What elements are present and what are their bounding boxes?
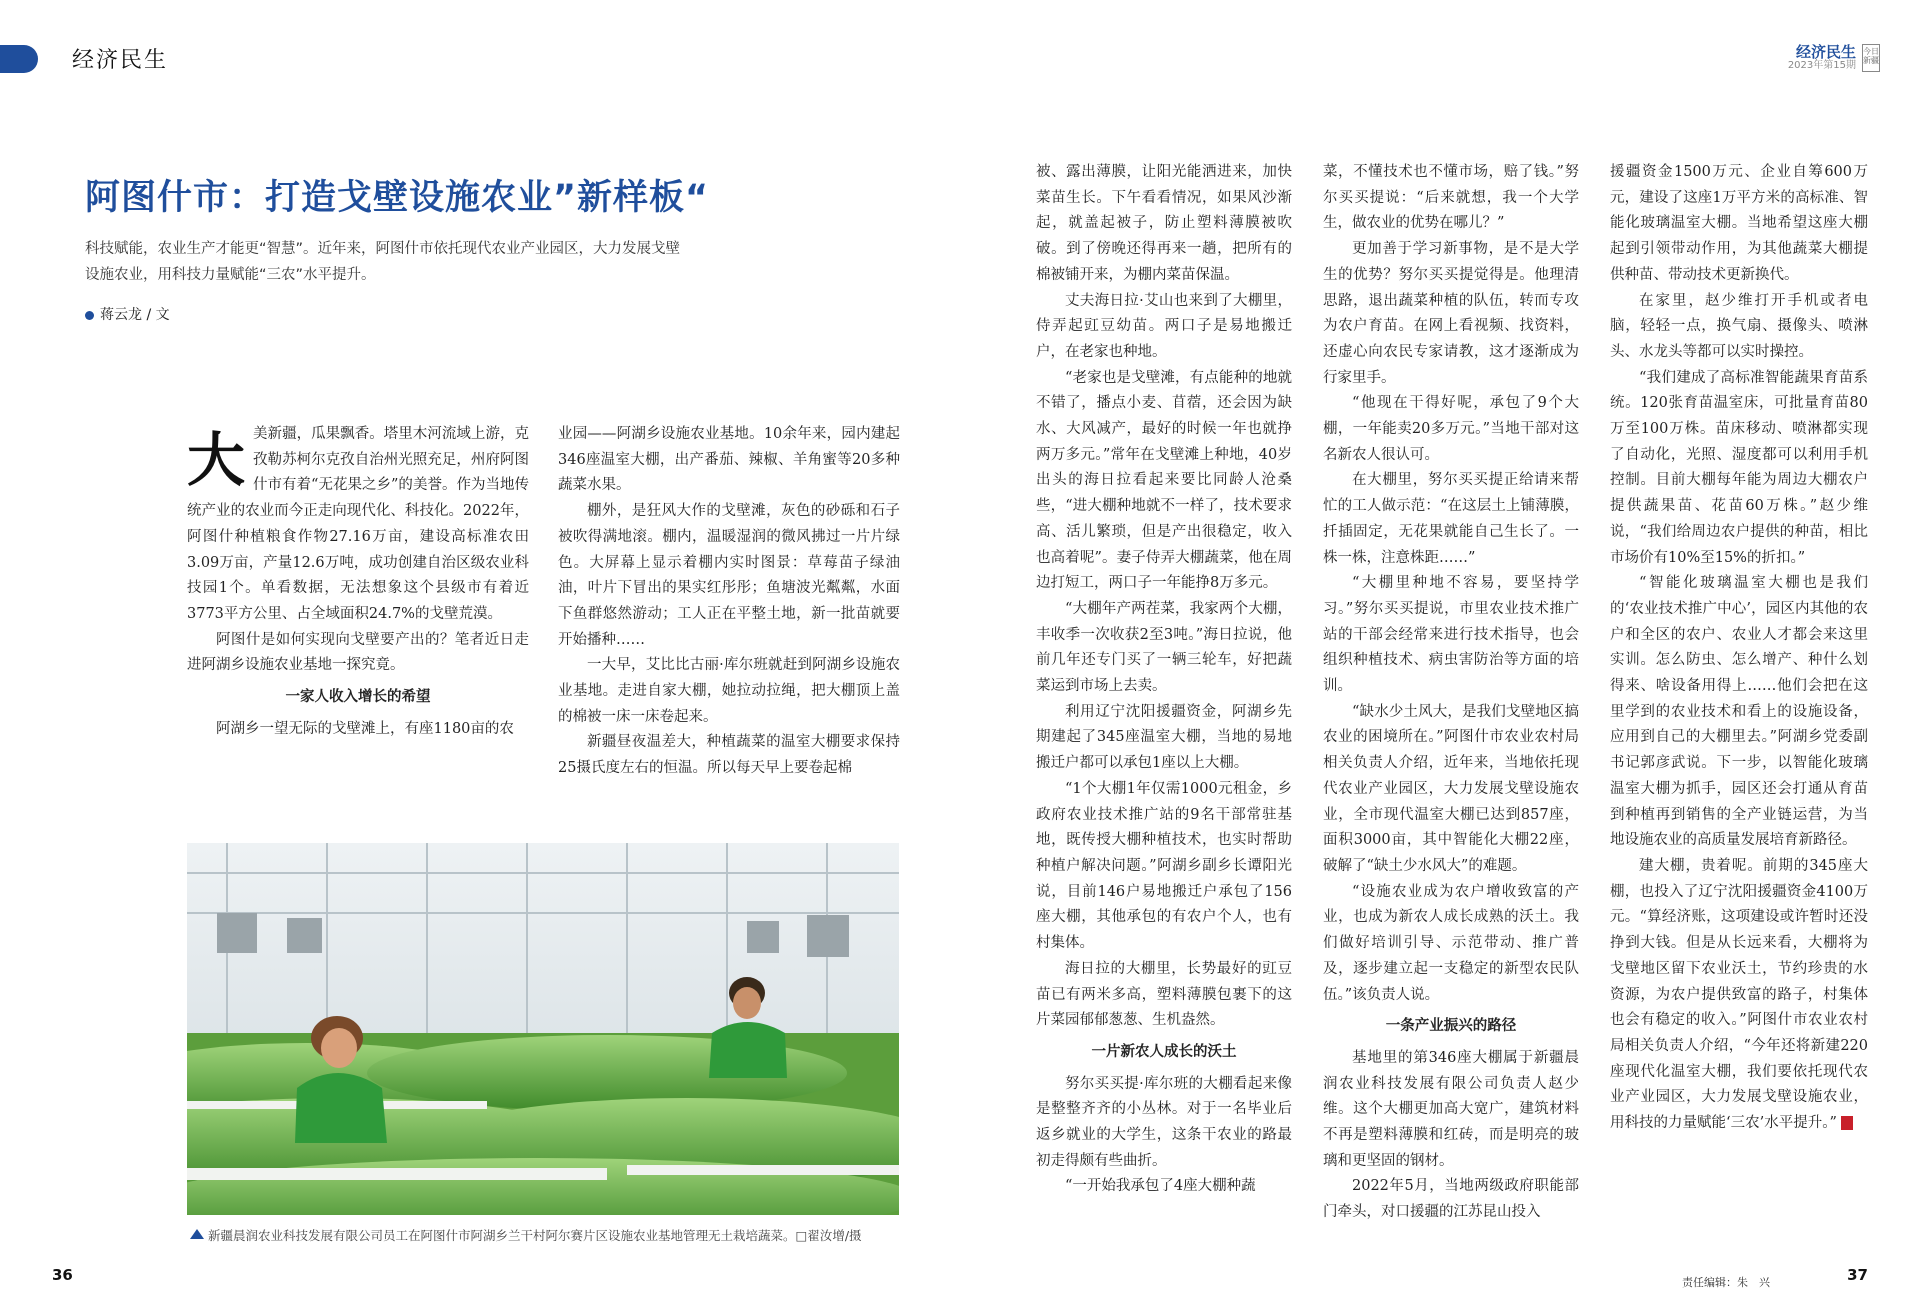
magazine-brand [1788, 44, 1880, 72]
paragraph: 棚外，是狂风大作的戈壁滩，灰色的砂砾和石子被吹得满地滚。棚内，温暖湿润的微风拂过一片片绿色。大屏幕上显示着棚内实时图景：草莓苗子绿油油，叶片下冒出的果实红彤彤；鱼塘波光粼粼，水面下鱼群悠然游动；工人正在平整土地，新一批苗就要开始播种…… [558, 503, 900, 648]
paragraph: 建大棚，贵着呢。前期的345座大棚，也投入了辽宁沈阳援疆资金4100万元。“算经济账，这项建设或许暂时还没挣到大钱。但是从长远来看，大棚将为戈壁地区留下农业沃土，节约珍贵的水资源，为农户提供致富的路子，村集体也会有稳定的收入。”阿图什市农业农村局相关负责人介绍，“今年还将新建220座现代化温室大棚，我们要依托现代农业产业园区，大力发展戈壁设施农业，用科技的力量赋能‘三农’水平提升。” [1610, 857, 1868, 1132]
paragraph: “我们建成了高标准智能蔬果育苗系统。120张育苗温室床，可批量育苗80万至100万株。苗床移动、喷淋都实现了自动化，光照、湿度都可以利用手机控制。目前大棚每年能为周边大棚农户提供蔬果苗、花苗60万株。”赵少维说，“我们给周边农户提供的种苗，相比市场价有10%至15%的折扣。” [1610, 369, 1868, 566]
paragraph: 菜，不懂技术也不懂市场，赔了钱。”努尔买买提说：“后来就想，我一个大学生，做农业的优势在哪儿？” [1323, 164, 1579, 232]
paragraph: 在家里，赵少维打开手机或者电脑，轻轻一点，换气扇、摄像头、喷淋头、水龙头等都可以实时操控。 [1610, 292, 1868, 360]
paragraph: 基地里的第346座大棚属于新疆晨润农业科技发展有限公司负责人赵少维。这个大棚更加高大宽广，建筑材料不再是塑料薄膜和红砖，而是明亮的玻璃和更坚固的钢材。 [1323, 1049, 1579, 1169]
paragraph: 2022年5月，当地两级政府职能部门牵头，对口援疆的江苏昆山投入 [1323, 1178, 1579, 1221]
greenhouse-image [187, 843, 899, 1215]
paragraph: “1个大棚1年仅需1000元租金，乡政府农业技术推广站的9名干部常驻基地，既传授大棚种植技术，也实时帮助种植户解决问题。”阿湖乡副乡长谭阳光说，目前146户易地搬迁户承包了156座大棚，其他承包的有农户个人，也有村集体。 [1036, 780, 1292, 952]
paragraph: 海日拉的大棚里，长势最好的豇豆苗已有两米多高，塑料薄膜包裹下的这片菜园郁郁葱葱、生机盎然。 [1036, 960, 1292, 1029]
article-title: 阿图什市：打造戈壁设施农业”新样板“ [85, 178, 710, 218]
text-column-3 [1036, 160, 1292, 1200]
editor-credit: 责任编辑：朱 兴 [1682, 1276, 1770, 1289]
text-column-4 [1323, 160, 1579, 1226]
article-lede: 科技赋能，农业生产才能更“智慧”。近年来，阿图什市依托现代农业产业园区，大力发展戈壁设施农业，用科技力量赋能“三农”水平提升。 [85, 241, 681, 283]
brand-issue: 2023年第15期 [1787, 60, 1856, 71]
paragraph: “老家也是戈壁滩，有点能种的地就不错了，播点小麦、苜蓿，还会因为缺水、大风减产，最好的时候一年也就挣两万多元。”常年在戈壁滩上种地，40岁出头的海日拉看起来要比同龄人沧桑些，“进大棚种地就不一样了，技术要求高、活儿繁琐，但是产出很稳定，收入也高着呢”。妻子侍弄大棚蔬菜，他在周边打短工，两口子一年能挣8万多元。 [1036, 369, 1292, 592]
text-column-1 [187, 422, 529, 742]
paragraph: “设施农业成为农户增收致富的产业，也成为新农人成长成熟的沃土。我们做好培训引导、示范带动、推广普及，逐步建立起一支稳定的新型农民队伍。”该负责人说。 [1323, 883, 1579, 1003]
subheading: 一家人收入增长的希望 [285, 689, 431, 706]
paragraph: 更加善于学习新事物，是不是大学生的优势？努尔买买提觉得是。他理清思路，退出蔬菜种植的队伍，转而专攻为农户育苗。在网上看视频、找资料，还虚心向农民专家请教，这才逐渐成为行家里手。 [1323, 241, 1579, 386]
paragraph: “缺水少土风大，是我们戈壁地区搞农业的困境所在。”阿图什市农业农村局相关负责人介绍，近年来，当地依托现代农业产业园区，大力发展戈壁设施农业，全市现代温室大棚已达到857座，面积3000亩，其中智能化大棚22座，破解了“缺土少水风大”的难题。 [1323, 703, 1579, 874]
byline-dot-icon [85, 311, 94, 320]
section-tab [0, 45, 38, 73]
paragraph: 业园——阿湖乡设施农业基地。10余年来，园内建起346座温室大棚，出产番茄、辣椒、羊角蜜等20多种蔬菜水果。 [558, 426, 900, 494]
drop-cap: 大 [187, 426, 246, 494]
paragraph: 努尔买买提·库尔班的大棚看起来像是整整齐齐的小丛林。对于一名毕业后返乡就业的大学生，这条干农业的路最初走得颇有些曲折。 [1036, 1075, 1292, 1169]
brand-logo-box: 今日新疆 [1862, 44, 1880, 72]
text-column-2 [558, 422, 900, 782]
paragraph: 阿湖乡一望无际的戈壁滩上，有座1180亩的农 [216, 720, 514, 737]
paragraph: “智能化玻璃温室大棚也是我们的‘农业技术推广中心’，园区内其他的农户和全区的农户、农业人才都会来这里实训。怎么防虫、怎么增产、种什么划得来、啥设备用得上……他们会把在这里学到的农业技术和看上的设施设备，应用到自己的大棚里去。”阿湖乡党委副书记郭彦武说。下一步，以智能化玻璃温室大棚为抓手，园区还会打通从育苗到种植再到销售的全产业链运营，为当地设施农业的高质量发展培育新路径。 [1610, 575, 1868, 849]
paragraph: 一大早，艾比比古丽·库尔班就赶到阿湖乡设施农业基地。走进自家大棚，她拉动拉绳，把大棚顶上盖的棉被一床一床卷起来。 [558, 657, 900, 725]
paragraph: “大棚里种地不容易，要坚持学习。”努尔买买提说，市里农业技术推广站的干部会经常来进行技术指导，也会组织种植技术、病虫害防治等方面的培训。 [1323, 575, 1579, 695]
paragraph: “大棚年产两茬菜，我家两个大棚，丰收季一次收获2至3吨。”海日拉说，他前几年还专门买了一辆三轮车，好把蔬菜运到市场上去卖。 [1036, 600, 1292, 695]
photo-caption: 新疆晨润农业科技发展有限公司员工在阿图什市阿湖乡兰干村阿尔赛片区设施农业基地管理无土栽培蔬菜。□翟汝增/摄 [208, 1228, 862, 1243]
subheading: 一片新农人成长的沃土 [1091, 1043, 1237, 1060]
paragraph: 利用辽宁沈阳援疆资金，阿湖乡先期建起了345座温室大棚，当地的易地搬迁户都可以承包1座以上大棚。 [1036, 703, 1292, 772]
caption-marker-icon [190, 1229, 204, 1239]
paragraph: 丈夫海日拉·艾山也来到了大棚里，侍弄起豇豆幼苗。两口子是易地搬迁户，在老家也种地。 [1036, 292, 1292, 360]
paragraph: 阿图什是如何实现向戈壁要产出的？笔者近日走进阿湖乡设施农业基地一探究竟。 [187, 631, 529, 674]
byline [85, 304, 170, 324]
paragraph: 援疆资金1500万元、企业自筹600万元，建设了这座1万平方米的高标准、智能化玻璃温室大棚。当地希望这座大棚起到引领带动作用，为其他蔬菜大棚提供种苗、带动技术更新换代。 [1610, 164, 1868, 283]
text-column-5 [1610, 160, 1868, 1137]
paragraph: 大美新疆，瓜果飘香。塔里木河流域上游，克孜勒苏柯尔克孜自治州光照充足，州府阿图什市有着“无花果之乡”的美誉。作为当地传统产业的农业而今正走向现代化、科技化。2022年，阿图什种植粮食作物27.16万亩，建设高标准农田3.09万亩，产量12.6万吨，成功创建自治区级农业科技园1个。单看数据，无法想象这个县级市有着近3773平方公里、占全域面积24.7%的戈壁荒漠。 [187, 426, 529, 622]
section-title: 经济民生 [72, 48, 169, 73]
paragraph: 在大棚里，努尔买买提正给请来帮忙的工人做示范：“在这层土上铺薄膜，扦插固定，无花果就能自己生长了。一株一株，注意株距……” [1323, 472, 1579, 566]
greenhouse-photo [187, 843, 899, 1215]
paragraph: 被、露出薄膜，让阳光能洒进来，加快菜苗生长。下午看看情况，如果风沙渐起，就盖起被子，防止塑料薄膜被吹破。到了傍晚还得再来一趟，把所有的棉被铺开来，为棚内菜苗保温。 [1036, 164, 1292, 283]
brand-name: 经济民生 [1795, 43, 1856, 61]
byline-text: 蒋云龙 / 文 [100, 307, 170, 323]
paragraph: 新疆昼夜温差大，种植蔬菜的温室大棚要求保持25摄氏度左右的恒温。所以每天早上要卷起棉 [558, 734, 900, 777]
end-mark-icon [1841, 1116, 1853, 1130]
page-number-right: 37 [1847, 1266, 1868, 1284]
paragraph: “一开始我承包了4座大棚种蔬 [1065, 1178, 1256, 1195]
subheading: 一条产业振兴的路径 [1385, 1018, 1517, 1035]
paragraph: “他现在干得好呢，承包了9个大棚，一年能卖20多万元。”当地干部对这名新农人很认可。 [1323, 395, 1579, 463]
page-number-left: 36 [52, 1266, 73, 1284]
